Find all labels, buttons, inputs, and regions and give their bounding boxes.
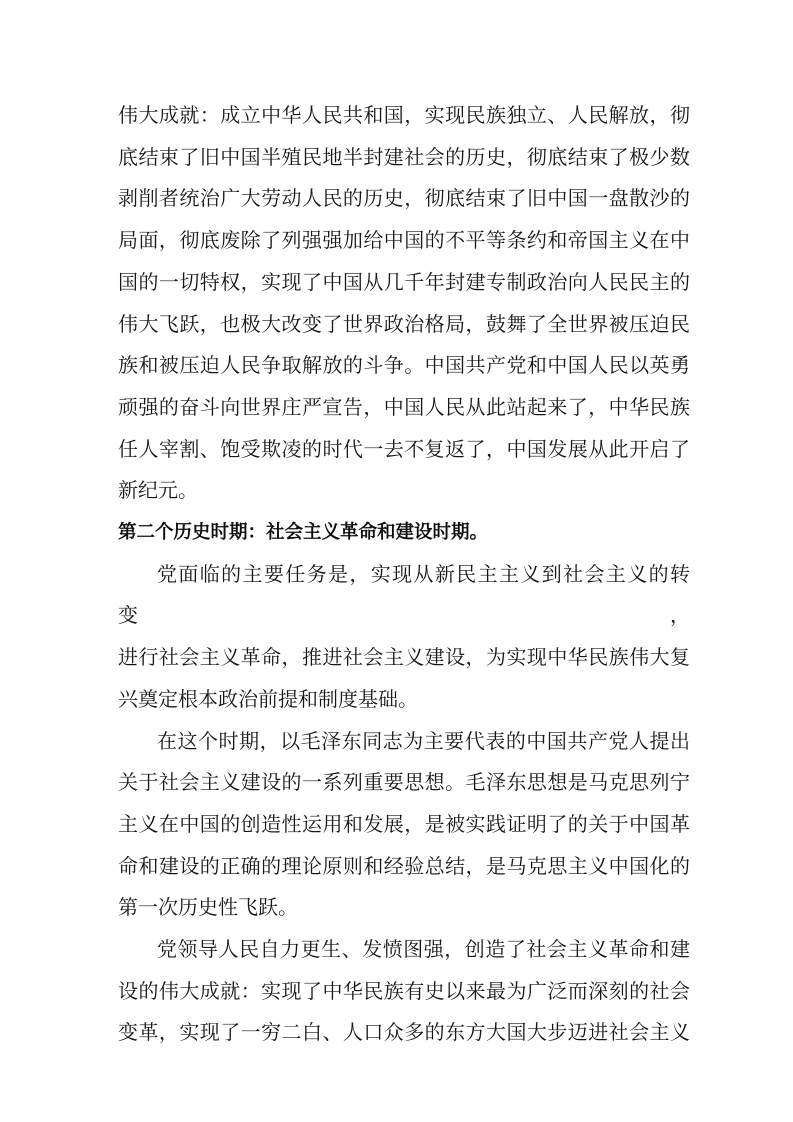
text-line: 兴奠定根本政治前提和制度基础。 xyxy=(118,688,418,711)
text-line: 变革，实现了一穷二白、人口众多的东方大国大步迈进社会主义 xyxy=(118,1022,690,1045)
text-line: 关于社会主义建设的一系列重要思想。毛泽东思想是马克思列宁 xyxy=(118,772,690,795)
text-line: 局面，彻底废除了列强强加给中国的不平等条约和帝国主义在中 xyxy=(118,230,690,253)
text-line: 在这个时期，以毛泽东同志为主要代表的中国共产党人提出 xyxy=(157,730,690,753)
text-line: 伟大飞跃，也极大改变了世界政治格局，鼓舞了全世界被压迫民 xyxy=(118,313,690,336)
text-line: 国的一切特权，实现了中国从几千年封建专制政治向人民民主的 xyxy=(118,271,690,294)
text-line: 设的伟大成就：实现了中华民族有史以来最为广泛而深刻的社会 xyxy=(118,980,690,1003)
text-line: 党面临的主要任务是，实现从新民主主义到社会主义的转变， xyxy=(118,563,690,628)
text-line: 任人宰割、饱受欺凌的时代一去不复返了，中国发展从此开启了 xyxy=(118,438,690,461)
paragraph-continuation xyxy=(118,96,690,513)
text-line: 第一次历史性飞跃。 xyxy=(118,897,298,920)
text-line: 底结束了旧中国半殖民地半封建社会的历史，彻底结束了极少数 xyxy=(118,146,690,169)
text-line: 顽强的奋斗向世界庄严宣告，中国人民从此站起来了，中华民族 xyxy=(118,396,690,419)
paragraph-2 xyxy=(118,555,690,722)
section-heading: 第二个历史时期：社会主义革命和建设时期。 xyxy=(118,523,489,544)
text-line: 党领导人民自力更生、发愤图强，创造了社会主义革命和建 xyxy=(157,939,690,962)
paragraph-4 xyxy=(118,930,690,1055)
paragraph-3 xyxy=(118,722,690,931)
text-line: 族和被压迫人民争取解放的斗争。中国共产党和中国人民以英勇 xyxy=(118,355,690,378)
text-line: 进行社会主义革命，推进社会主义建设，为实现中华民族伟大复 xyxy=(118,647,690,670)
text-line: 伟大成就：成立中华人民共和国，实现民族独立、人民解放，彻 xyxy=(118,105,690,127)
text-line: 命和建设的正确的理论原则和经验总结，是马克思主义中国化的 xyxy=(118,855,690,878)
text-line: 剥削者统治广大劳动人民的历史，彻底结束了旧中国一盘散沙的 xyxy=(118,188,690,211)
text-line: 主义在中国的创造性运用和发展，是被实践证明了的关于中国革 xyxy=(118,813,690,836)
document-text xyxy=(118,96,690,1055)
text-line: 新纪元。 xyxy=(118,480,198,503)
